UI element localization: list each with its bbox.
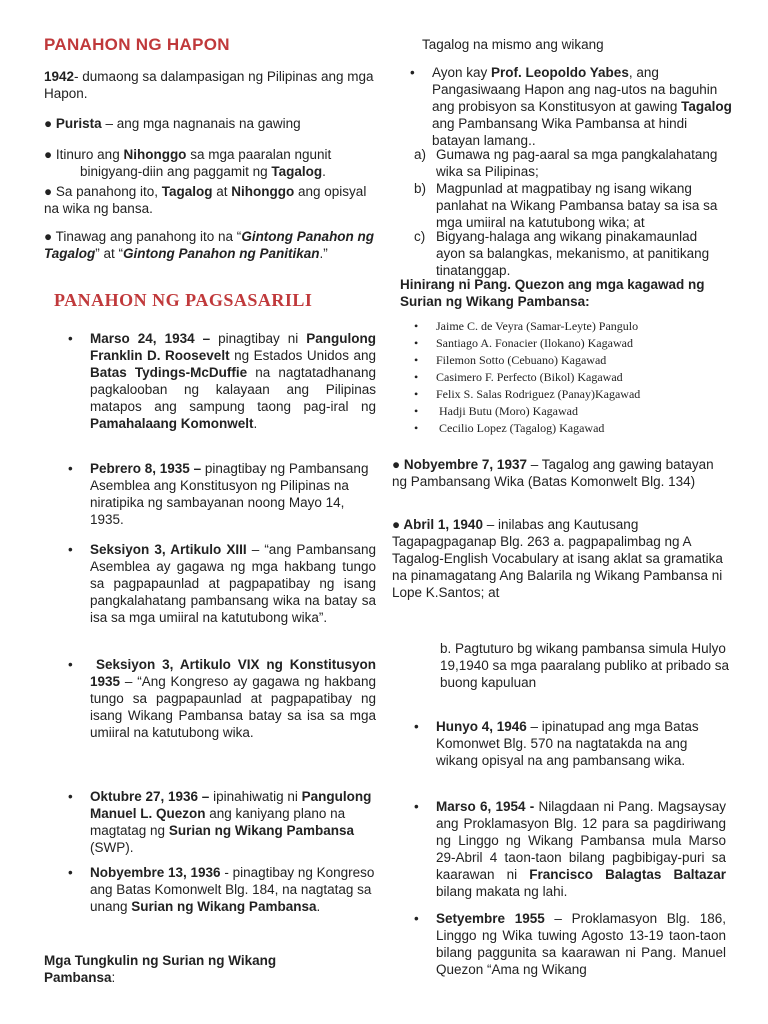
oktubre-b: ipinahiwatig ni: [209, 789, 302, 804]
title-panahon-ng-hapon: PANAHON NG HAPON: [44, 35, 230, 54]
yabes-e: ang Pambansang Wika Pambansa at hindi batayan lamang..: [432, 116, 688, 148]
item-nobyembre-1936: • Nobyembre 13, 1936 - pinagtibay ng Kongreso ang Batas Komonwelt Blg. 184, na nagtatag sa unang Surian ng Wikang Pambansa.: [90, 864, 380, 915]
marso1934-g: Pamahalaang Komonwelt: [90, 416, 254, 431]
item-nobyembre-1937: [392, 456, 732, 490]
nihonggo-e: Tagalog: [271, 164, 323, 179]
year-1942: 1942: [44, 69, 75, 84]
seksiyon-a: Seksiyon 3, Artikulo XIII: [90, 542, 247, 557]
ginto-d: Gintong Panahon ng Panitikan: [123, 246, 320, 261]
member-item: • Santiago A. Fonacier (Ilokano) Kagawad: [436, 335, 633, 352]
pebrero-a: Pebrero 8, 1935 –: [90, 461, 202, 476]
purista-label: Purista: [55, 116, 102, 131]
marso1934-a: Marso 24, 1934 –: [90, 331, 211, 346]
title-panahon-ng-pagsasarili: PANAHON NG PAGSASARILI: [54, 290, 313, 310]
member-item: • Casimero F. Perfecto (Bikol) Kagawad: [436, 369, 623, 386]
oktubre-a: Oktubre 27, 1936 –: [90, 789, 210, 804]
seksiyon2-b: – “Ang Kongreso ay gagawa ng hakbang tungo sa pagpapaunlad at pagpapatibay ng isang Wikang Pambansa batay sa isa sa mga umiiral na katutubong wika.: [90, 674, 376, 740]
tagalog-line: Tagalog na mismo ang wikang: [422, 37, 604, 52]
seksiyon2-a: Seksiyon 3, Artikulo VIX ng Konstitusyon 1935: [90, 657, 376, 689]
marso1934-b: pinagtibay ni: [210, 331, 307, 346]
nob1936-c: Surian ng Wikang Pambansa: [131, 899, 317, 914]
nihonggo-d: binigyang-diin ang paggamit ng: [80, 164, 272, 179]
member-item: • Felix S. Salas Rodriguez (Panay)Kagawad: [436, 386, 640, 403]
abril-a: ● Abril 1, 1940: [392, 517, 483, 532]
member-item: • Filemon Sotto (Cebuano) Kagawad: [436, 352, 606, 369]
marso1934-e: Batas Tydings-McDuffie: [90, 365, 248, 380]
oktubre-e: Surian ng Wikang Pambansa: [168, 823, 354, 838]
marso1954-b: Nilagdaan ni Pang. Magsaysay ang Proklamasyon Blg. 12 para sa pagdiriwang ng Linggo ng Wikang Pambansa mula Marso 29-Abril 4 taon-taon bilang pagbibigay-puri sa kaarawan ni: [436, 799, 726, 882]
yabes-d: Tagalog: [681, 99, 732, 114]
para-ginto: [44, 228, 376, 262]
label-b: b): [414, 181, 427, 196]
para-nihonggo: ● Itinuro ang Nihonggo sa mga paaralan ngunit binigyang-diin ang paggamit ng Tagalog.: [44, 147, 332, 179]
item-oktubre-1936: [90, 788, 380, 856]
item-yabes: [432, 64, 732, 149]
item-setyembre-1955: [436, 910, 726, 978]
label-a: a): [414, 147, 427, 162]
item-pebrero-1935: [90, 460, 380, 528]
label-c: c): [414, 229, 426, 244]
marso1934-d: ng Estados Unidos ang: [229, 348, 376, 363]
marso1954-d: bilang makata ng lahi.: [436, 884, 568, 899]
marso1954-a: Marso 6, 1954 -: [436, 799, 535, 814]
item-seksiyon-xiii: [90, 541, 376, 626]
ginto-e: .”: [319, 246, 328, 261]
item-b: Magpunlad at magpatibay ng isang wikang panlahat na Wikang Pambansa batay sa isa sa mga umiiral na katutubong wika; at: [436, 181, 718, 230]
oktubre-c: Pangulong Manuel L. Quezon: [90, 789, 372, 821]
hinirang-heading: Hinirang ni Pang. Quezon ang mga kagawad ng Surian ng Wikang Pambansa:: [400, 277, 705, 309]
ginto-b: Gintong Panahon ng Tagalog: [44, 229, 375, 261]
opisyal-e: ang opisyal na wika ng bansa.: [44, 184, 367, 216]
marso1934-c: Pangulong Franklin D. Roosevelt: [90, 331, 377, 363]
item-marso-1954: [436, 798, 726, 900]
nihonggo-b: Nihonggo: [123, 147, 187, 162]
member-item: • Hadji Butu (Moro) Kagawad: [436, 403, 578, 420]
oktubre-f: (SWP).: [90, 840, 134, 855]
text-1942: - dumaong sa dalampasigan ng Pilipinas ang mga Hapon.: [44, 69, 374, 101]
hunyo-a: Hunyo 4, 1946: [436, 719, 527, 734]
ginto-c: ” at “: [95, 246, 124, 261]
para-opisyal: [44, 183, 376, 217]
opisyal-a: ● Sa panahong ito,: [44, 184, 162, 199]
hunyo-b: – ipinatupad ang mga Batas Komonwet Blg. 570 na nagtatakda na ang wikang opisyal na ang pambansang wika.: [436, 719, 699, 768]
nob1936-a: Nobyembre 13, 1936: [90, 865, 221, 880]
para-1942: [44, 68, 376, 102]
item-abril-1940: [392, 516, 732, 601]
item-seksiyon-vix: [90, 656, 376, 741]
nob1937-a: ● Nobyembre 7, 1937: [392, 457, 527, 472]
seksiyon-b: – “ang Pambansang Asemblea ay gagawa ng mga hakbang tungo sa pagpapaunlad at pagpapatibay ng isang pangkalahatang pambansang wika na batay sa isa sa mga umiiral na katutubong wika”.: [90, 542, 376, 625]
set1955-a: Setyembre 1955: [436, 911, 545, 926]
set1955-b: – Proklamasyon Blg. 186, Linggo ng Wika tuwing Agosto 13-19 taon-taon bilang paggunita sa kaarawan ni Pang. Manuel Quezon “Ama ng Wikang: [436, 911, 726, 977]
abril-b: – inilabas ang Kautusang Tagapagpaganap Blg. 263 a. pagpapalimbag ng A Tagalog-English Vocabulary at isang aklat sa gramatika na pinamagatang Ang Balarila ng Wikang Pambansa ni Lope K.Santos; at: [392, 517, 723, 600]
opisyal-b: Tagalog: [161, 184, 213, 199]
yabes-b: Prof. Leopoldo Yabes: [491, 65, 629, 80]
nob1937-b: – Tagalog ang gawing batayan ng Pambansang Wika (Batas Komonwelt Blg. 134): [392, 457, 714, 489]
opisyal-d: Nihonggo: [231, 184, 295, 199]
tungkulin-heading: [44, 952, 334, 986]
yabes-c: , ang Pangasiwaang Hapon ang nag-utos na baguhin ang probisyon sa Konstitusyon at gawing: [432, 65, 718, 114]
tungkulin-b: :: [111, 970, 116, 985]
para-purista: ● Purista – ang mga nagnanais na gawing: [44, 116, 301, 131]
item-abril-1940-b: b. Pagtuturo bg wikang pambansa simula Hulyo 19,1940 sa mga paaralang publiko at pribado sa buong kapuluan: [440, 641, 729, 690]
pebrero-b: pinagtibay ng Pambansang Asemblea ang Konstitusyon ng Pilipinas na niratipika ng sambayanan noong Mayo 14, 1935.: [90, 461, 369, 527]
nihonggo-a: ● Itinuro ang: [44, 147, 124, 162]
nob1936-b: - pinagtibay ng Kongreso ang Batas Komonwelt Blg. 184, na nagtatag sa unang: [90, 865, 375, 914]
marso1934-f: na nagtatadhanang pagkalooban ng kalayaan ang Pilipinas matapos ang sampung taong pag-iral ng: [90, 365, 376, 414]
oktubre-d: ang kaniyang plano na magtatag ng: [90, 806, 346, 838]
item-hunyo-1946: [436, 718, 732, 769]
member-item: • Cecilio Lopez (Tagalog) Kagawad: [436, 420, 604, 437]
ginto-a: ● Tinawag ang panahong ito na “: [44, 229, 242, 244]
purista-text: – ang mga nagnanais na gawing: [101, 116, 301, 131]
member-item: • Jaime C. de Veyra (Samar-Leyte) Pangulo: [436, 318, 638, 335]
item-a: Gumawa ng pag-aaral sa mga pangkalahatang wika sa Pilipinas;: [436, 147, 718, 179]
marso1954-c: Francisco Balagtas Baltazar: [529, 867, 726, 882]
item-c: Bigyang-halaga ang wikang pinakamaunlad ayon sa balangkas, mekanismo, at panitikang tinatanggap.: [436, 229, 710, 278]
item-marso-1934: • Marso 24, 1934 – pinagtibay ni Pangulong Franklin D. Roosevelt ng Estados Unidos ang Batas Tydings-McDuffie na nagtatadhanang pagkalooban ng kalayaan ang Pilipinas matapos ang sampung taong pag-iral ng Pamahalaang Komonwelt.: [90, 330, 376, 432]
opisyal-c: at: [212, 184, 232, 199]
nihonggo-c: sa mga paaralan ngunit: [186, 147, 332, 162]
yabes-a: Ayon kay: [432, 65, 492, 80]
tungkulin-a: Mga Tungkulin ng Surian ng Wikang Pambansa: [44, 953, 277, 985]
